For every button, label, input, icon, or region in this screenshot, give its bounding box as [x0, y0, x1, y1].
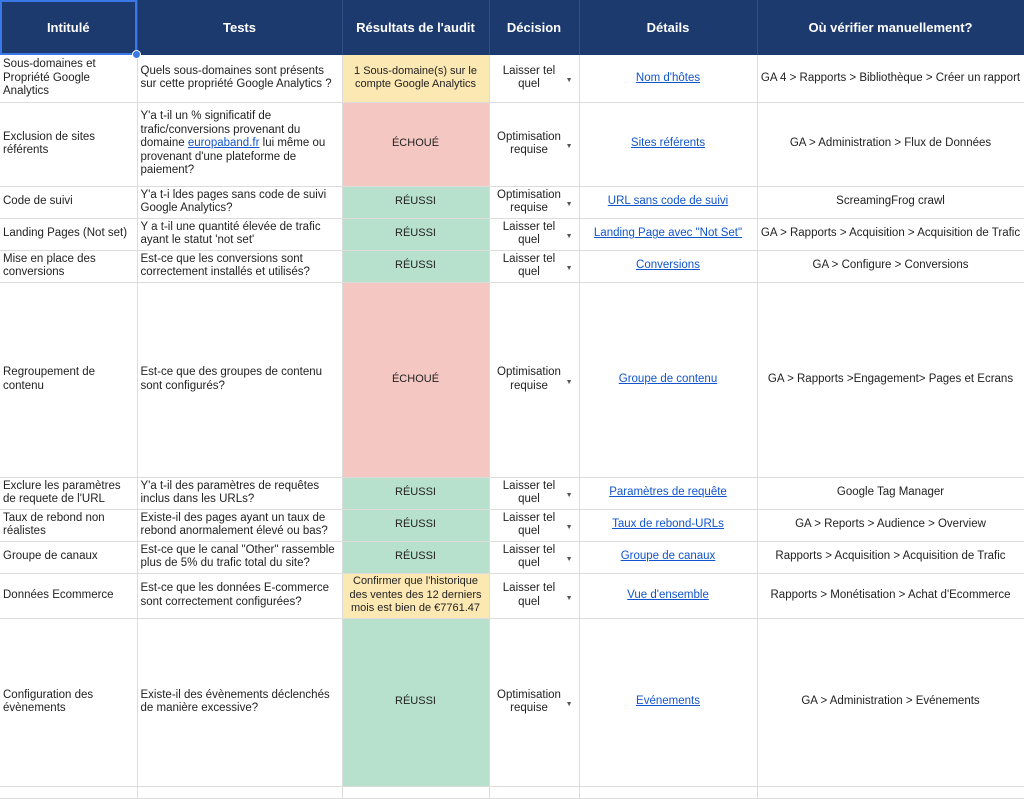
test-text: lui même ou provenant d'une plateforme de paiement?	[140, 137, 326, 177]
intitule-cell[interactable]: Mise en place des conversions	[0, 250, 137, 282]
decision-value: Optimisation requise	[497, 366, 561, 392]
intitule-cell[interactable]: Groupe de canaux	[0, 541, 137, 573]
details-link[interactable]: Groupe de contenu	[618, 372, 718, 385]
header-tests[interactable]	[137, 0, 342, 55]
details-cell[interactable]	[579, 477, 757, 509]
header-verifier[interactable]	[757, 0, 1024, 55]
test-cell[interactable]: Est-ce que les données E-commerce sont correctement configurées?	[137, 573, 342, 618]
result-cell[interactable]: RÉUSSI	[342, 186, 489, 218]
decision-value: Optimisation requise	[497, 188, 561, 214]
header-resultats[interactable]	[342, 0, 489, 55]
result-cell[interactable]: ÉCHOUÉ	[342, 282, 489, 477]
details-link[interactable]: Sites référents	[630, 137, 706, 150]
table-row	[0, 282, 1024, 477]
verifier-cell[interactable]: GA > Configure > Conversions	[757, 250, 1024, 282]
chevron-down-icon[interactable]: ▼	[565, 143, 573, 150]
result-cell[interactable]: 1 Sous-domaine(s) sur le compte Google Analytics	[342, 55, 489, 102]
decision-value: Optimisation requise	[497, 688, 561, 714]
decision-value: Laisser tel quel	[502, 64, 556, 91]
header-resultats-label: Résultats de l'audit	[356, 20, 475, 35]
table-row	[0, 477, 1024, 509]
header-intitule-label: Intitulé	[46, 20, 90, 35]
table-row-empty	[0, 786, 1024, 798]
empty-cell[interactable]	[137, 786, 342, 798]
decision-dropdown[interactable]	[489, 186, 579, 218]
intitule-cell[interactable]: Code de suivi	[0, 186, 137, 218]
details-cell[interactable]	[579, 250, 757, 282]
details-link[interactable]: URL sans code de suivi	[607, 195, 729, 208]
chevron-down-icon[interactable]: ▼	[565, 378, 573, 386]
test-text: Y'a t-il un % significatif de trafic/conversions provenant du domaine	[140, 110, 301, 150]
table-row	[0, 541, 1024, 573]
test-cell[interactable]: Y'a t-i ldes pages sans code de suivi Google Analytics?	[137, 186, 342, 218]
table-row	[0, 509, 1024, 541]
details-link[interactable]: Vue d'ensemble	[627, 588, 709, 601]
table-row	[0, 102, 1024, 186]
test-cell[interactable]: Est-ce que le canal "Other" rassemble plus de 5% du trafic total du site?	[137, 541, 342, 573]
intitule-cell[interactable]: Sous-domaines et Propriété Google Analytics	[0, 55, 137, 102]
chevron-down-icon[interactable]: ▼	[565, 492, 573, 499]
decision-dropdown[interactable]	[489, 282, 579, 477]
details-link[interactable]: Nom d'hôtes	[635, 71, 701, 84]
details-link[interactable]: Conversions	[636, 259, 700, 272]
details-cell[interactable]	[579, 509, 757, 541]
decision-dropdown[interactable]	[489, 250, 579, 282]
result-cell[interactable]: RÉUSSI	[342, 618, 489, 786]
chevron-down-icon[interactable]: ▼	[565, 265, 573, 272]
header-decision-label: Décision	[506, 20, 562, 35]
header-row	[0, 0, 1024, 55]
test-cell[interactable]: Est-ce que les conversions sont correctement installés et utilisés?	[137, 250, 342, 282]
verifier-cell[interactable]: GA > Administration > Flux de Données	[757, 102, 1024, 186]
table-row	[0, 186, 1024, 218]
result-cell[interactable]: RÉUSSI	[342, 509, 489, 541]
verifier-cell[interactable]: Rapports > Acquisition > Acquisition de Trafic	[757, 541, 1024, 573]
details-cell[interactable]	[579, 618, 757, 786]
table-row	[0, 250, 1024, 282]
header-verifier-label: Où vérifier manuellement?	[808, 20, 973, 35]
header-tests-label: Tests	[223, 20, 256, 35]
details-cell[interactable]	[579, 55, 757, 102]
empty-cell[interactable]	[0, 786, 137, 798]
decision-dropdown[interactable]	[489, 55, 579, 102]
test-cell[interactable]: Existe-il des évènements déclenchés de manière excessive?	[137, 618, 342, 786]
header-details[interactable]	[579, 0, 757, 55]
chevron-down-icon[interactable]: ▼	[565, 524, 573, 531]
intitule-cell[interactable]: Regroupement de contenu	[0, 282, 137, 477]
decision-dropdown[interactable]	[489, 477, 579, 509]
verifier-cell[interactable]: GA > Rapports > Acquisition > Acquisition de Trafic	[757, 218, 1024, 250]
decision-value: Laisser tel quel	[502, 582, 556, 608]
decision-value: Laisser tel quel	[502, 511, 556, 537]
details-link[interactable]: Landing Page avec "Not Set"	[593, 227, 743, 240]
details-cell[interactable]	[579, 218, 757, 250]
table-row	[0, 618, 1024, 786]
table-row	[0, 55, 1024, 102]
intitule-cell[interactable]: Données Ecommerce	[0, 573, 137, 618]
result-cell[interactable]: RÉUSSI	[342, 541, 489, 573]
intitule-cell[interactable]: Exclure les paramètres de requete de l'URL	[0, 477, 137, 509]
verifier-cell[interactable]: ScreamingFrog crawl	[757, 186, 1024, 218]
result-cell[interactable]: RÉUSSI	[342, 218, 489, 250]
chevron-down-icon[interactable]: ▼	[565, 594, 573, 602]
verifier-cell[interactable]: GA > Rapports >Engagement> Pages et Ecrans	[757, 282, 1024, 477]
result-cell[interactable]: Confirmer que l'historique des ventes des 12 derniers mois est bien de €7761.47	[342, 573, 489, 618]
decision-dropdown[interactable]	[489, 509, 579, 541]
decision-dropdown[interactable]	[489, 618, 579, 786]
test-cell[interactable]	[137, 102, 342, 186]
decision-dropdown[interactable]	[489, 218, 579, 250]
test-cell[interactable]: Y a t-il une quantité élevée de trafic ayant le statut 'not set'	[137, 218, 342, 250]
details-cell[interactable]	[579, 282, 757, 477]
decision-value: Optimisation requise	[497, 130, 561, 156]
header-decision[interactable]	[489, 0, 579, 55]
empty-cell[interactable]	[757, 786, 1024, 798]
decision-dropdown[interactable]	[489, 102, 579, 186]
decision-value: Laisser tel quel	[502, 479, 556, 505]
test-cell[interactable]: Quels sous-domaines sont présents sur cette propriété Google Analytics ?	[137, 55, 342, 102]
result-cell[interactable]: ÉCHOUÉ	[342, 102, 489, 186]
table-row	[0, 573, 1024, 618]
decision-value: Laisser tel quel	[502, 220, 556, 246]
verifier-cell[interactable]: GA > Reports > Audience > Overview	[757, 509, 1024, 541]
chevron-down-icon[interactable]: ▼	[565, 701, 573, 708]
result-cell[interactable]: RÉUSSI	[342, 250, 489, 282]
chevron-down-icon[interactable]: ▼	[565, 233, 573, 240]
empty-cell[interactable]	[342, 786, 489, 798]
chevron-down-icon[interactable]: ▼	[565, 201, 573, 208]
intitule-cell[interactable]: Landing Pages (Not set)	[0, 218, 137, 250]
test-cell[interactable]: Existe-il des pages ayant un taux de rebond anormalement élevé ou bas?	[137, 509, 342, 541]
verifier-cell[interactable]: GA 4 > Rapports > Bibliothèque > Créer un rapport	[757, 55, 1024, 102]
test-cell[interactable]: Est-ce que des groupes de contenu sont configurés?	[137, 282, 342, 477]
decision-value: Laisser tel quel	[502, 543, 556, 569]
empty-cell[interactable]	[489, 786, 579, 798]
details-link[interactable]: Paramètres de requête	[609, 486, 727, 499]
details-link[interactable]: Evénements	[636, 695, 700, 708]
verifier-cell[interactable]: GA > Administration > Evénements	[757, 618, 1024, 786]
table-row	[0, 218, 1024, 250]
decision-dropdown[interactable]	[489, 573, 579, 618]
empty-cell[interactable]	[579, 786, 757, 798]
verifier-cell[interactable]: Rapports > Monétisation > Achat d'Ecommerce	[757, 573, 1024, 618]
decision-value: Laisser tel quel	[502, 252, 556, 278]
intitule-cell[interactable]: Taux de rebond non réalistes	[0, 509, 137, 541]
details-cell[interactable]	[579, 541, 757, 573]
header-details-label: Détails	[646, 20, 690, 35]
details-cell[interactable]	[579, 102, 757, 186]
details-cell[interactable]	[579, 573, 757, 618]
domain-link[interactable]: europaband.fr	[187, 137, 260, 150]
details-link[interactable]: Groupe de canaux	[620, 550, 716, 563]
verifier-cell[interactable]: Google Tag Manager	[757, 477, 1024, 509]
decision-dropdown[interactable]	[489, 541, 579, 573]
chevron-down-icon[interactable]: ▼	[565, 556, 573, 563]
details-cell[interactable]	[579, 186, 757, 218]
details-link[interactable]: Taux de rebond-URLs	[612, 518, 724, 531]
selection-handle[interactable]	[132, 50, 141, 59]
header-intitule[interactable]	[0, 0, 137, 55]
intitule-cell[interactable]: Exclusion de sites référents	[0, 102, 137, 186]
chevron-down-icon[interactable]: ▼	[565, 77, 573, 85]
intitule-cell[interactable]: Configuration des évènements	[0, 618, 137, 786]
test-cell[interactable]: Y'a t-il des paramètres de requêtes inclus dans les URLs?	[137, 477, 342, 509]
result-cell[interactable]: RÉUSSI	[342, 477, 489, 509]
